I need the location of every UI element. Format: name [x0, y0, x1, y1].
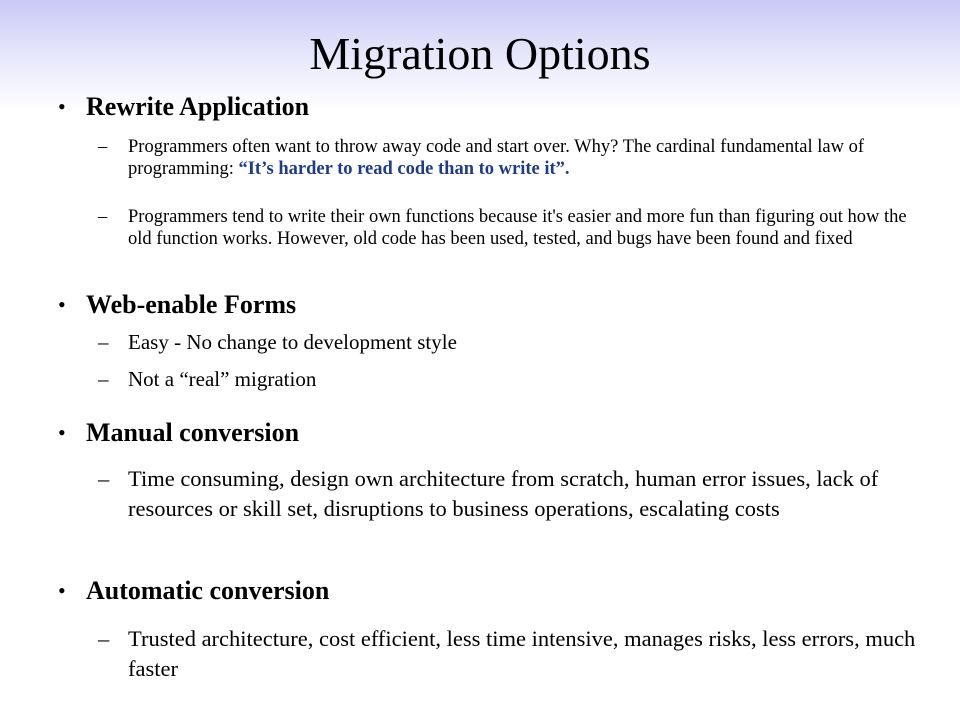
bullet-icon: • [58, 292, 66, 317]
list-item-text-before-quote: Programmers often want to throw away code and start over. Why? The cardinal fundamental law of programming: [128, 137, 864, 179]
bullet-icon: • [58, 578, 66, 603]
dash-icon: – [98, 207, 108, 227]
list-item-text: Easy - No change to development style [128, 330, 457, 354]
section-heading: Web-enable Forms [86, 290, 297, 319]
bullet-icon: • [58, 420, 66, 445]
section-heading: Manual conversion [86, 418, 300, 447]
bullet-icon: • [58, 94, 66, 119]
highlighted-quote: “It’s harder to read code than to write it”. [238, 159, 570, 179]
list-item-text: Not a “real” migration [128, 367, 317, 391]
section-heading: Automatic conversion [86, 576, 330, 605]
dash-icon: – [98, 466, 110, 491]
list-item-text [128, 136, 928, 180]
section-heading: Rewrite Application [86, 92, 310, 121]
dash-icon: – [98, 626, 110, 651]
list-item-text: Time consuming, design own architecture from scratch, human error issues, lack of resources or skill set, disruptions to business operations, escalating costs [128, 466, 879, 521]
dash-icon: – [98, 330, 109, 354]
list-item-text: Trusted architecture, cost efficient, less time intensive, manages risks, less errors, much faster [128, 626, 916, 681]
dash-icon: – [98, 367, 109, 391]
slide-title: Migration Options [309, 28, 651, 79]
dash-icon: – [98, 137, 108, 157]
list-item-text: Programmers tend to write their own functions because it's easier and more fun than figuring out how the old function works. However, old code has been used, tested, and bugs have been found and fixed [128, 207, 907, 249]
